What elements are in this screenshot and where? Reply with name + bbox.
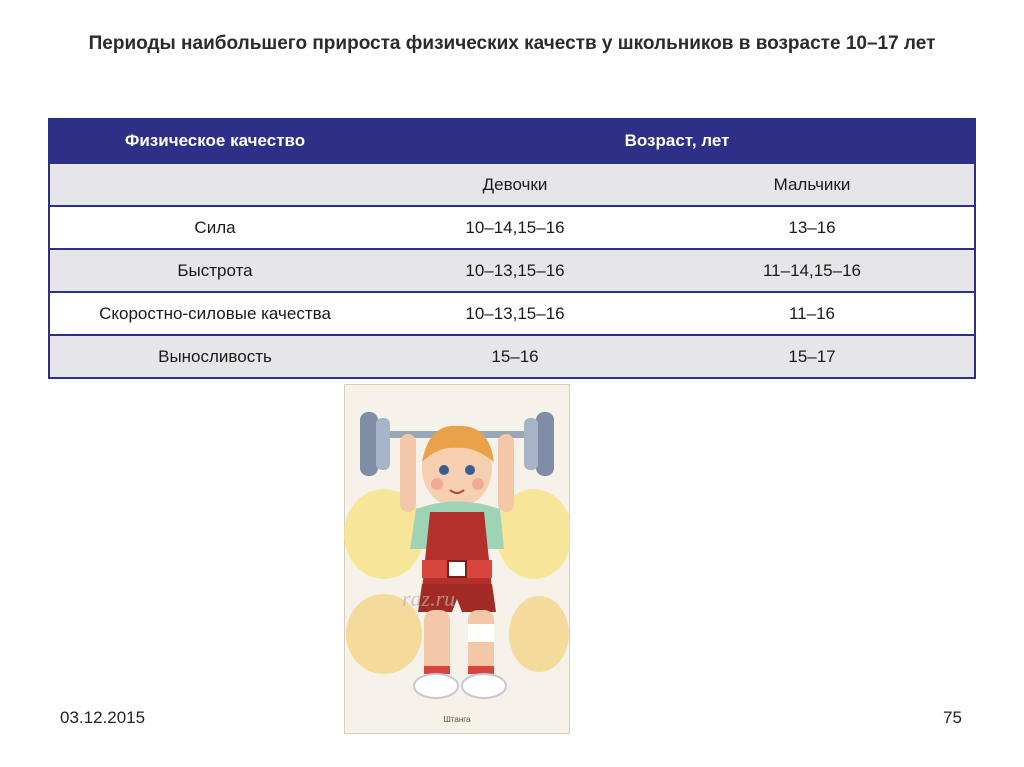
header-quality: Физическое качество [49, 119, 380, 163]
qualities-table [48, 118, 976, 379]
shoe-left [414, 674, 458, 698]
cell-boys: 11–16 [650, 292, 975, 335]
header-age: Возраст, лет [380, 119, 975, 163]
yellow-blob [509, 596, 569, 672]
barbell-plate-left [360, 412, 378, 476]
footer-date: 03.12.2015 [60, 708, 146, 727]
table-row [49, 292, 975, 335]
watermark-text: raz.ru [402, 586, 456, 611]
arm-left [400, 434, 416, 512]
cell-boys: 15–17 [650, 335, 975, 378]
belt-buckle [448, 561, 466, 577]
cell-girls: 10–14,15–16 [380, 206, 650, 249]
cell-boys: 11–14,15–16 [650, 249, 975, 292]
subheader-empty [49, 163, 380, 206]
cell-boys: 13–16 [650, 206, 975, 249]
table-header-row [49, 119, 975, 163]
slide-title: Периоды наибольшего прироста физических качеств у школьников в возрасте 10–17 лет [88, 33, 936, 54]
cell-girls: 10–13,15–16 [380, 292, 650, 335]
barbell-plate-right-inner [524, 418, 538, 470]
eye-left [439, 465, 449, 475]
page-number: 75 [943, 708, 962, 727]
barbell-plate-left-inner [376, 418, 390, 470]
table-subheader-row [49, 163, 975, 206]
sock-stripe-right [468, 666, 494, 674]
cell-girls: 10–13,15–16 [380, 249, 650, 292]
cell-quality: Быстрота [49, 249, 380, 292]
knee-bandage [468, 624, 494, 642]
weightlifter-illustration [344, 384, 570, 734]
sock-stripe-left [424, 666, 450, 674]
cell-quality: Сила [49, 206, 380, 249]
cell-quality: Выносливость [49, 335, 380, 378]
table-row [49, 206, 975, 249]
table-row [49, 335, 975, 378]
shoe-right [462, 674, 506, 698]
barbell-plate-right [536, 412, 554, 476]
cheek-left [431, 478, 443, 490]
eye-right [465, 465, 475, 475]
subheader-girls: Девочки [380, 163, 650, 206]
illustration-caption: Штанга [443, 715, 471, 724]
subheader-boys: Мальчики [650, 163, 975, 206]
cell-quality: Скоростно-силовые качества [49, 292, 380, 335]
table-row [49, 249, 975, 292]
arm-right [498, 434, 514, 512]
cheek-right [472, 478, 484, 490]
cell-girls: 15–16 [380, 335, 650, 378]
